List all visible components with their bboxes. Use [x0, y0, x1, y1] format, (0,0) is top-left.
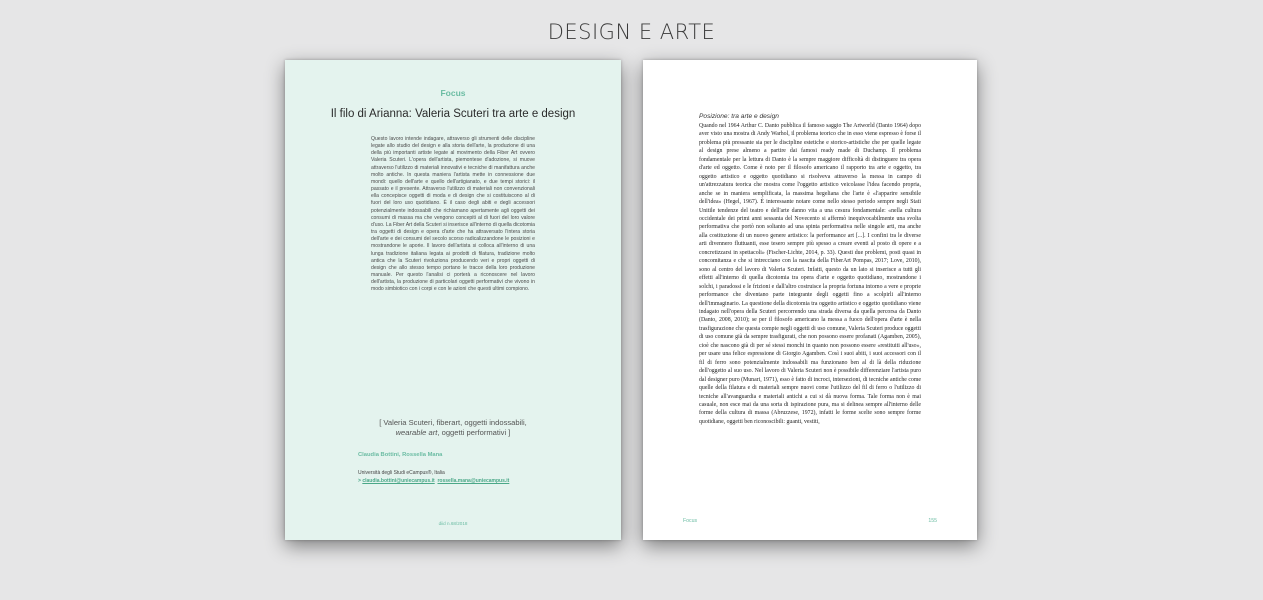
keywords-line-2-rest: , oggetti performativi ] — [437, 428, 511, 437]
email-prefix: > — [358, 478, 363, 484]
affiliation: Università degli Studi eCampus®, Italia — [358, 470, 445, 476]
body-text: Quando nel 1964 Arthur C. Danto pubblica il famoso saggio The Artworld (Danto 1964) dopo aver visto una mostra di Andy Warhol, il problema teorico che in esso viene espresso è forse il problema più pressante sia per le discipline estetiche e storico-artistiche che per quelle legate al design prese almeno a partire dai famosi ready made di Duchamp. Il problema fondamentale per la lettura di Danto è la sempre maggiore difficoltà di distinguere tra opera d'arte ed oggetto. Come è noto per il filosofo americano il rapporto tra arte e oggetto, tra oggetto artistico e oggetto quotidiano si risolveva attraverso la messa in campo di un'attrezzatura teorica che mostra come l'oggetto artistico veicolasse l'idea facendo propria, anche se in maniera semplificata, la massima hegeliana che l'arte è «l'apparire sensibile dell'idea» (Hegel, 1967). È interessante notare come nello stesso periodo sempre negli Stati Unitile tendenze del teatro e dell'arte danno vita a una cesura fondamentale: «nella cultura occidentale dei primi anni sessanta del Novecento si affermò inequivocabilmente una svolta performativa che portò non soltanto ad una spinta performativa nelle singole arti, ma anche alla costituzione di un nuovo genere artistico: la performance art [...]. I confini tra le diverse arti divennero fluttuanti, esse tesero sempre più spesso a creare eventi al posto di opere e a concretizzarsi in spettacoli» (Fischer-Lichte, 2014, p. 33). Questi due problemi, posti quasi in concomitanza e che si intrecciano con la nascita della FiberArt Pompas, 2017; Love, 2010), sono al centro del lavoro di Valeria Scuteri. Infatti, questo da un lato si inserisce a tutti gli effetti all'interno di quella dicotomia tra opera d'arte e oggetto quotidiano, mostrandone i solchi, i paradossi e le frizioni e dall'altro costruisce la propria fortuna intorno a vere e proprie performance che diventano parte integrante degli oggetti fino a scolpirli all'interno dell'immaginario. La questione della dicotomia tra oggetto artistico e oggetto quotidiano viene indagato nell'opera della Scuteri percorrendo una strada diversa da quella percorsa da Danto (Danto, 2008, 2010); se per il filosofo americano la messa a fuoco dell'opera d'arte è nella trasfigurazione che questa compie negli oggetti di uso comune, Valeria Scuteri produce oggetti di uso comune già da sempre trasfigurati, che non possono essere profanati (Agamben, 2005), cioè che nascono già di per sé stessi monchi in quanto non possono essere «restituiti all'uso», per usare una felice espressione di Giorgio Agamben. Così i suoi abiti, i suoi accessori con il fil di ferro sono potenzialmente indossabili ma funzionano ben al di là della riduzione dell'oggetto al suo uso. Nel lavoro di Valeria Scuteri non è possibile differenziare l'artista puro dal designer puro (Munari, 1971), esso è fatto di incroci, intersezioni, di tecniche antiche come quelle della filatura e di materiali sempre nuovi come l'utilizzo del fil di ferro o l'utilizzo di tecniche all'avanguardia e materiali antichi a cui si dà nuova forma. Tale forma non è mai casuale, non esce mai da una sorta di ispirazione pura, ma si delinea sempre all'interno delle forme della cultura di massa (Abruzzese, 1972), infatti le forme scelte sono sempre forme quotidiane, oggetti ben riconoscibili: guanti, vestiti, — [699, 123, 921, 425]
page-number: 155 — [928, 518, 937, 524]
keywords-line-1: [ Valeria Scuteri, fiberart, oggetti indossabili, — [379, 418, 527, 427]
article-title: Il filo di Arianna: Valeria Scuteri tra arte e design — [330, 108, 576, 120]
email-link-2[interactable]: rossella.mana@uniecampus.it — [437, 478, 510, 484]
author-emails — [358, 478, 509, 484]
keywords — [345, 418, 561, 438]
section-label: Posizione: tra arte e design — [699, 113, 779, 120]
header-title: DESIGN E ARTE — [547, 20, 716, 44]
issue-footer: diid n.68/2018 — [438, 521, 468, 526]
footer-section-name: Focus — [683, 518, 698, 524]
keywords-line-2 — [345, 428, 561, 438]
abstract-text: Questo lavoro intende indagare, attraverso gli strumenti delle discipline legate allo studio del design e alla storia dell'arte, la produzione di una della più importanti artiste legate al movimento della Fiber Art ovvero Valeria Scuteri. L'opera dell'artista, piemontese d'adozione, si muove attraverso l'utilizzo di materiali innovativi e tecniche di manifattura anche molto antiche. In questa maniera l'artista mette in connessione due mondi: quello dell'arte e quello dell'artigianato, e due tempi storici: il passato e il presente. Attraverso l'utilizzo di materiali non convenzionali ella concepisce oggetti di moda e di design che si costituiscono al di fuori del loro uso quotidiano. È il caso degli abiti e degli accessori potenzialmente indossabili che richiamano apertamente agli oggetti dei consumi di massa ma che vengono concepiti al di fuori del loro valore d'uso. La Fiber Art della Scuteri si inserisce all'interno di quella dicotomia tra oggetti di design e opera d'arte che ha attraversato l'intera storia dell'arte e dei consumi del secolo scorso radicalizzandone le posizioni e mostrandone le aporie. Il lavoro dell'artista si colloca all'interno di una lunga tradizione italiana legata ai prodotti di filatura, tradizione molto antica che la Scuteri rivoluziona producendo veri e propri oggetti di design che allo stesso tempo portano le tracce della loro produzione manuale. Per questo l'analisi ci porterà a riconoscere nel lavoro dell'artista, la produzione di particolari oggetti performativi che vivono in modo simbiotico con i corpi e con le azioni che questi ultimi compiono. — [371, 136, 535, 293]
email-link-1[interactable]: claudia.bottini@uniecampus.it — [362, 478, 435, 484]
authors: Claudia Bottini, Rossella Mana — [358, 452, 443, 458]
right-page — [643, 60, 977, 540]
left-page — [285, 60, 621, 540]
focus-label: Focus — [440, 88, 466, 98]
keyword-emphasis: wearable art — [395, 428, 438, 437]
